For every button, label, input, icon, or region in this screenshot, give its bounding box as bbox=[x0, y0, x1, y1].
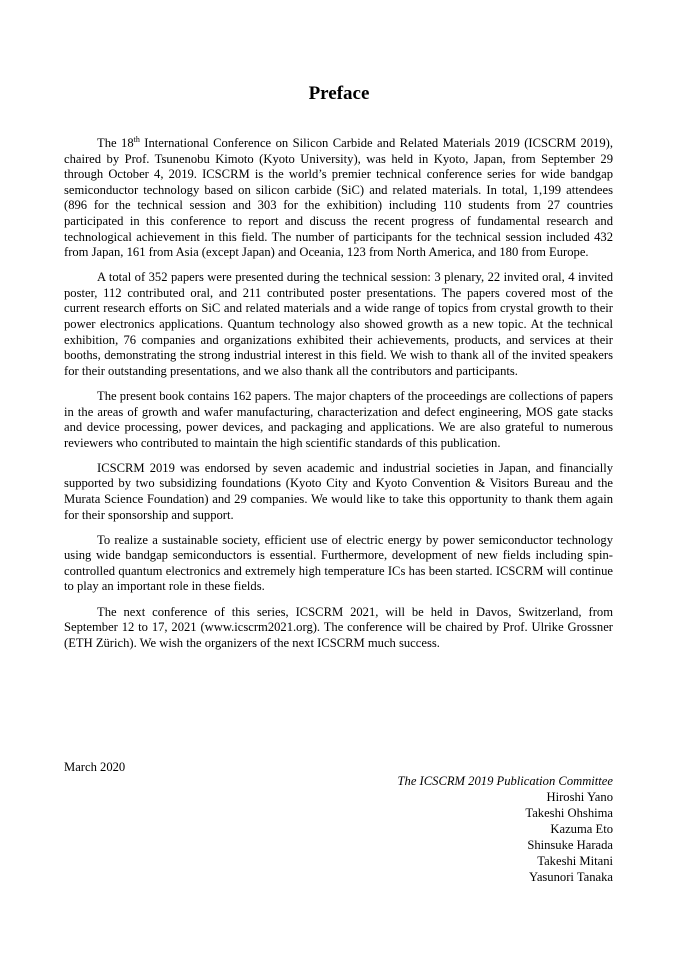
ordinal-superscript: th bbox=[133, 134, 140, 144]
paragraph-1 bbox=[64, 136, 613, 261]
page-title: Preface bbox=[308, 83, 370, 104]
committee-member: Takeshi Mitani bbox=[537, 854, 613, 868]
signature-block bbox=[398, 773, 613, 885]
committee-member: Kazuma Eto bbox=[550, 822, 613, 836]
committee-member: Hiroshi Yano bbox=[546, 790, 613, 804]
committee-member: Yasunori Tanaka bbox=[528, 870, 613, 884]
paragraph-4: ICSCRM 2019 was endorsed by seven academic and industrial societies in Japan, and financially supported by two subsidizing foundations (Kyoto City and Kyoto Convention & Visitors Bureau and the Murata Science Foundation) and 29 companies. We would like to take this opportunity to thank them again for their sponsorship and support. bbox=[64, 460, 613, 522]
document-date: March 2020 bbox=[64, 760, 126, 774]
committee-member: Takeshi Ohshima bbox=[525, 806, 613, 820]
paragraph-1-rest: International Conference on Silicon Carbide and Related Materials 2019 (ICSCRM 2019), chaired by Prof. Tsunenobu Kimoto (Kyoto University), was held in Kyoto, Japan, from September 29 through October 4, 2019. ICSCRM is the world’s premier technical conference series for wide bandgap semiconductor technology based on silicon carbide (SiC) and related materials. In total, 1,199 attendees (896 for the technical session and 303 for the exhibition) including 110 students from 27 countries participated in this conference to report and discuss the recent progress of fundamental research and technological achievement in this field. The number of participants for the technical session included 432 from Japan, 161 from Asia (except Japan) and Oceania, 123 from North America, and 180 from Europe. bbox=[64, 136, 613, 260]
paragraph-5: To realize a sustainable society, efficient use of electric energy by power semiconductor technology using wide bandgap semiconductors is essential. Furthermore, development of new fields including spin-controlled quantum electronics and extremely high temperature ICs has been started. ICSCRM will continue to play an important role in these fields. bbox=[64, 532, 613, 594]
paragraph-2: A total of 352 papers were presented during the technical session: 3 plenary, 22 invited oral, 4 invited poster, 112 contributed oral, and 211 contributed poster presentations. The papers covered most of the current research efforts on SiC and related materials and a wide range of topics from crystal growth to their power electronics applications. Quantum technology also showed growth as a new topic. At the technical exhibition, 76 companies and organizations exhibited their achievements, products, and services at their booths, demonstrating the strong industrial interest in this field. We wish to thank all of the invited speakers for their outstanding presentations, and we also thank all the contributors and participants. bbox=[64, 270, 613, 378]
paragraph-6: The next conference of this series, ICSCRM 2021, will be held in Davos, Switzerland, from September 12 to 17, 2021 (www.icscrm2021.org). The conference will be chaired by Prof. Ulrike Grossner (ETH Zürich). We wish the organizers of the next ICSCRM much success. bbox=[64, 604, 613, 650]
paragraph-1-start: The 18 bbox=[97, 136, 134, 150]
paragraph-3: The present book contains 162 papers. The major chapters of the proceedings are collections of papers in the areas of growth and wafer manufacturing, characterization and defect engineering, MOS gate stacks and device processing, power devices, and packaging and applications. We are also grateful to numerous reviewers who contributed to maintain the high scientific standards of this publication. bbox=[64, 388, 613, 450]
committee-member: Shinsuke Harada bbox=[527, 838, 613, 852]
committee-name: The ICSCRM 2019 Publication Committee bbox=[397, 774, 613, 788]
preface-body bbox=[64, 136, 613, 661]
